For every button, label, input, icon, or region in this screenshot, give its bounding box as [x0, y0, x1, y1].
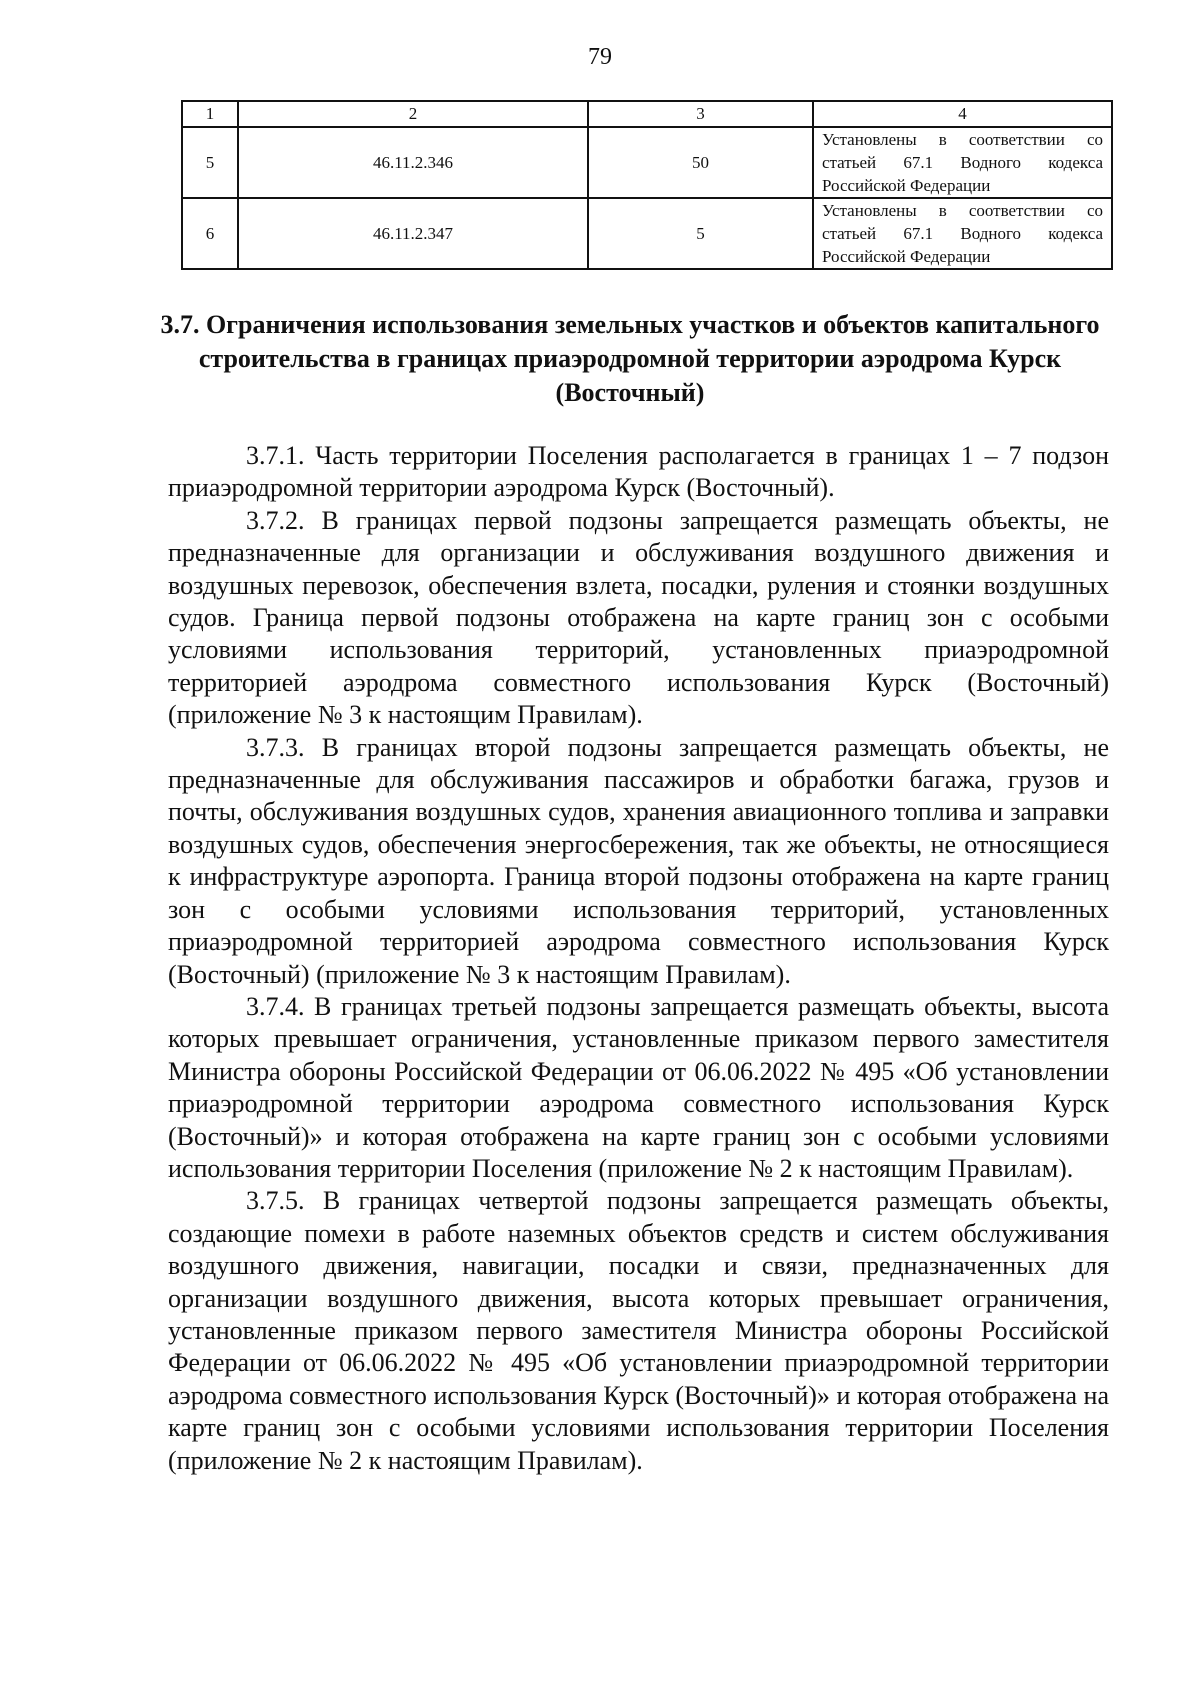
paragraph-3-7-2: 3.7.2. В границах первой подзоны запрещается размещать объекты, не предназначенные для организации и обслуживания воздушного движения и воздушных перевозок, обеспечения взлета, посадки, руления и стоянки воздушных судов. Граница первой подзоны отображена на карте границ зон с особыми условиями использования территорий, установленных приаэродромной территорией аэродрома совместного использования Курск (Восточный) (приложение № 3 к настоящим Правилам). [168, 505, 1109, 730]
table-header-cell: 4 [813, 101, 1112, 127]
table-header-cell: 2 [238, 101, 588, 127]
table-header-cell: 3 [588, 101, 813, 127]
table-header-cell: 1 [182, 101, 238, 127]
zones-table [181, 100, 1113, 270]
paragraph-3-7-5: 3.7.5. В границах четвертой подзоны запрещается размещать объекты, создающие помехи в работе наземных объектов средств и систем обслуживания воздушного движения, навигации, посадки и связи, предназначенных для организации воздушного движения, высота которых превышает ограничения, установленные приказом первого заместителя Министра обороны Российской Федерации от 06.06.2022 № 495 «Об установлении приаэродромной территории аэродрома совместного использования Курск (Восточный)» и которая отображена на карте границ зон с особыми условиями использования территории Поселения (приложение № 2 к настоящим Правилам). [168, 1186, 1109, 1475]
table-row [182, 127, 1112, 198]
row-number: 6 [182, 198, 238, 269]
row-number: 5 [182, 127, 238, 198]
zone-code: 46.11.2.346 [238, 127, 588, 198]
paragraph-3-7-4: 3.7.4. В границах третьей подзоны запрещается размещать объекты, высота которых превышает ограничения, установленные приказом первого заместителя Министра обороны Российской Федерации от 06.06.2022 № 495 «Об установлении приаэродромной территории аэродрома совместного использования Курск (Восточный)» и которая отображена на карте границ зон с особыми условиями использования территории Поселения (приложение № 2 к настоящим Правилам). [168, 991, 1109, 1183]
section-body [168, 440, 1109, 1477]
zone-value: 50 [588, 127, 813, 198]
zone-note: Установлены в соответствии со статьей 67.1 Водного кодекса Российской Федерации [813, 198, 1112, 269]
zone-value: 5 [588, 198, 813, 269]
paragraph-3-7-1: 3.7.1. Часть территории Поселения располагается в границах 1 – 7 подзон приаэродромной территории аэродрома Курск (Восточный). [168, 441, 1109, 503]
table-row [182, 198, 1112, 269]
section-title: 3.7. Ограничения использования земельных участков и объектов капитального строительства в границах приаэродромной территории аэродрома Курск (Восточный) [160, 310, 1100, 407]
paragraph-3-7-3: 3.7.3. В границах второй подзоны запрещается размещать объекты, не предназначенные для обслуживания пассажиров и обработки багажа, грузов и почты, обслуживания воздушных судов, хранения авиационного топлива и заправки воздушных судов, обеспечения энергосбережения, так же объекты, не относящиеся к инфраструктуре аэропорта. Граница второй подзоны отображена на карте границ зон с особыми условиями использования территорий, установленных приаэродромной территорией аэродрома совместного использования Курск (Восточный) (приложение № 3 к настоящим Правилам). [168, 732, 1109, 989]
table-header-row [182, 101, 1112, 127]
zone-code: 46.11.2.347 [238, 198, 588, 269]
page-number: 79 [588, 44, 612, 70]
zone-note: Установлены в соответствии со статьей 67.1 Водного кодекса Российской Федерации [813, 127, 1112, 198]
